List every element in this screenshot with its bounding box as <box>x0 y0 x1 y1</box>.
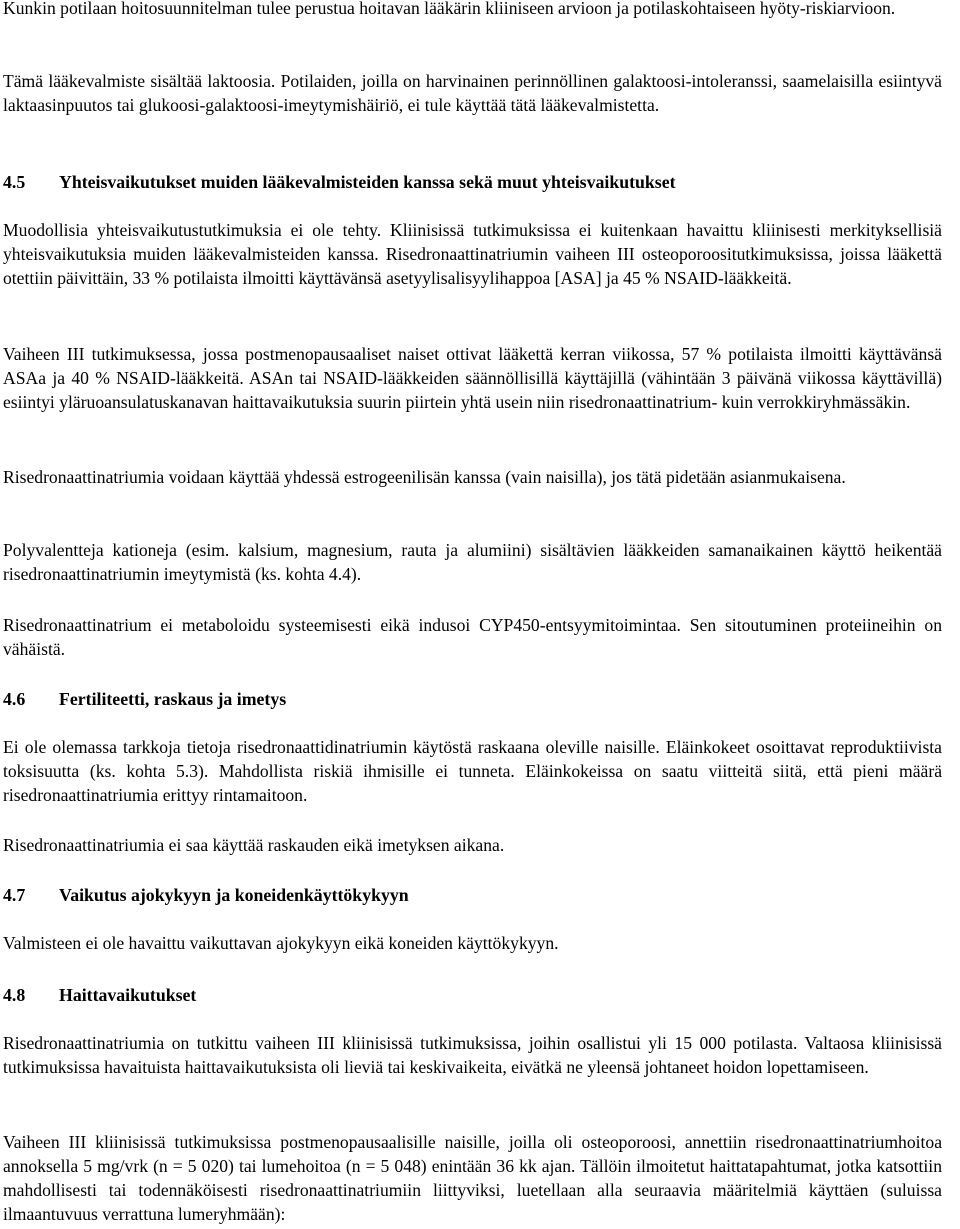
section-title: Vaikutus ajokykyyn ja koneidenkäyttökykyyn <box>59 885 409 905</box>
paragraph-treatment-plan: Kunkin potilaan hoitosuunnitelman tulee perustua hoitavan lääkärin kliiniseen arvioon ja potilaskohtaiseen hyöty-riskiarvioon. <box>3 0 896 18</box>
paragraph-phase3-trials: Vaiheen III kliinisissä tutkimuksissa postmenopausaalisille naisille, joilla oli osteoporoosi, annettiin risedronaattinatriumhoitoa annoksella 5 mg/vrk (n = 5 020) tai lumehoitoa (n = 5 048) enintään 36 kk ajan. Tällöin ilmoitetut haittatapahtumat, jotka katsottiin mahdollisesti tai todennäköisesti risedronaattinatriumiin liittyviksi, luetellaan alla seuraavia määritelmiä käyttäen (suluissa ilmaantuvuus verrattuna lumeryhmään): <box>3 1132 942 1224</box>
paragraph-weekly-study: Vaiheen III tutkimuksessa, jossa postmenopausaaliset naiset ottivat lääkettä kerran viikossa, 57 % potilaista ilmoitti käyttävänsä ASAa ja 40 % NSAID-lääkkeitä. ASAn tai NSAID-lääkkeiden säännöllisillä käyttäjillä (vähintään 3 päivänä viikossa käyttävillä) esiintyi yläruoansulatuskanavan haittavaikutuksia suurin piirtein yhtä usein niin risedronaattinatrium- kuin verrokkiryhmässäkin. <box>3 344 942 412</box>
paragraph-lactose: Tämä lääkevalmiste sisältää laktoosia. Potilaiden, joilla on harvinainen perinnöllinen galaktoosi-intoleranssi, saamelaisilla esiintyvä laktaasinpuutos tai glukoosi-galaktoosi-imeytymishäiriö, ei tule käyttää tätä lääkevalmistetta. <box>3 71 942 115</box>
paragraph-pregnancy-data: Ei ole olemassa tarkkoja tietoja risedronaattidinatriumin käytöstä raskaana oleville naisille. Eläinkokeet osoittavat reproduktiivista toksisuutta (ks. kohta 5.3). Mahdollista riskiä ihmisille ei tunneta. Eläinkokeissa on saatu viitteitä siitä, että pieni määrä risedronaattinatriumia erittyy rintamaitoon. <box>3 737 942 805</box>
section-heading-4-5 <box>3 170 942 194</box>
paragraph-estrogen: Risedronaattinatriumia voidaan käyttää yhdessä estrogeenilisän kanssa (vain naisilla), jos tätä pidetään asianmukaisena. <box>3 467 846 487</box>
section-title: Fertiliteetti, raskaus ja imetys <box>59 689 287 709</box>
section-number: 4.5 <box>3 172 26 192</box>
paragraph-cations: Polyvalentteja kationeja (esim. kalsium, magnesium, rauta ja alumiini) sisältävien lääkkeiden samanaikainen käyttö heikentää risedronaattinatriumin imeytymistä (ks. kohta 4.4). <box>3 540 942 584</box>
paragraph-adverse-overview: Risedronaattinatriumia on tutkittu vaiheen III kliinisissä tutkimuksissa, joihin osallistui yli 15 000 potilasta. Valtaosa kliinisissä tutkimuksissa havaituista haittavaikutuksista oli lieviä tai keskivaikeita, eivätkä ne yleensä johtaneet hoidon lopettamiseen. <box>3 1033 942 1077</box>
section-number: 4.8 <box>3 985 26 1005</box>
section-heading-4-8 <box>3 983 942 1007</box>
paragraph-interaction-studies: Muodollisia yhteisvaikutustutkimuksia ei ole tehty. Kliinisissä tutkimuksissa ei kuitenkaan havaittu kliinisesti merkityksellisiä yhteisvaikutuksia muiden lääkevalmisteiden kanssa. Risedronaattinatriumin vaiheen III osteoporoositutkimuksissa, joissa lääkettä otettiin päivittäin, 33 % potilaista ilmoitti käyttävänsä asetyylisalisyylihappoa [ASA] ja 45 % NSAID-lääkkeitä. <box>3 220 942 288</box>
paragraph-pregnancy-warning: Risedronaattinatriumia ei saa käyttää raskauden eikä imetyksen aikana. <box>3 835 505 855</box>
section-title: Yhteisvaikutukset muiden lääkevalmisteiden kanssa sekä muut yhteisvaikutukset <box>59 172 676 192</box>
section-number: 4.6 <box>3 689 26 709</box>
paragraph-driving: Valmisteen ei ole havaittu vaikuttavan ajokykyyn eikä koneiden käyttökykyyn. <box>3 933 559 953</box>
section-number: 4.7 <box>3 885 26 905</box>
paragraph-metabolism: Risedronaattinatrium ei metaboloidu systeemisesti eikä indusoi CYP450-entsyymitoimintaa. Sen sitoutuminen proteiineihin on vähäistä. <box>3 615 942 659</box>
section-title: Haittavaikutukset <box>59 985 197 1005</box>
section-heading-4-6 <box>3 687 942 711</box>
section-heading-4-7 <box>3 883 942 907</box>
